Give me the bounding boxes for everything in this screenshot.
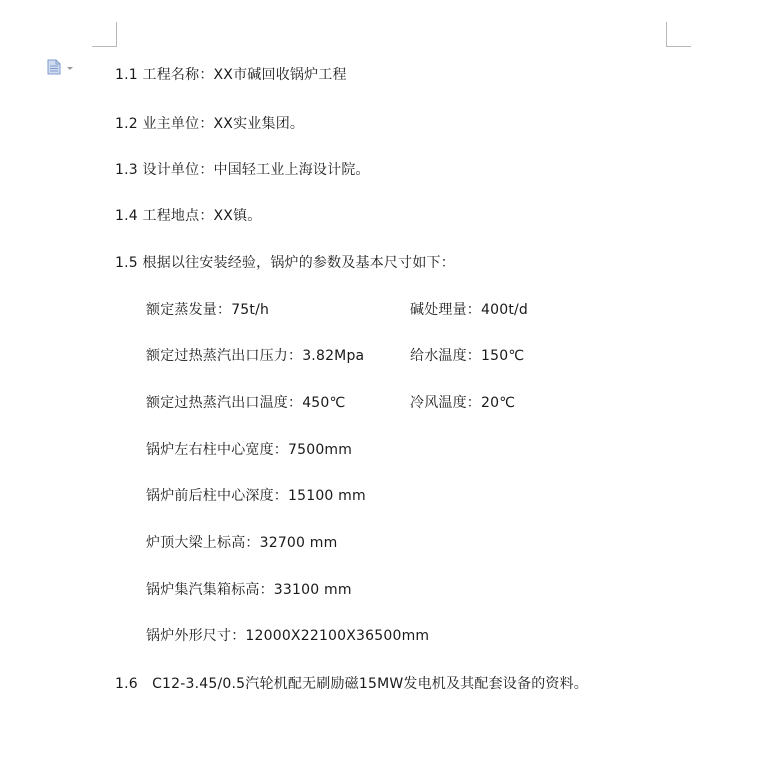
param-steam-pressure: 额定过热蒸汽出口压力：3.82Mpa: [146, 348, 365, 364]
section-1-5: 1.5 根据以往安装经验，锅炉的参数及基本尺寸如下：: [115, 255, 455, 271]
section-1-4: 1.4 工程地点：XX镇。: [115, 208, 262, 224]
crop-mark-top-left: [92, 22, 117, 47]
param-overall-dimensions: 锅炉外形尺寸：12000X22100X36500mm: [146, 628, 430, 644]
param-steam-temp: 额定过热蒸汽出口温度：450℃: [146, 395, 346, 411]
caret-down-icon[interactable]: [67, 67, 73, 70]
param-column-width: 锅炉左右柱中心宽度：7500mm: [146, 442, 353, 458]
param-alkali-capacity: 碱处理量：400t/d: [410, 302, 529, 318]
crop-mark-top-right: [666, 22, 691, 47]
section-1-3: 1.3 设计单位：中国轻工业上海设计院。: [115, 162, 370, 178]
document-outline-icon[interactable]: [47, 59, 75, 75]
param-column-depth: 锅炉前后柱中心深度：15100 mm: [146, 488, 366, 504]
section-1-1: 1.1 工程名称：XX市碱回收锅炉工程: [115, 67, 347, 83]
section-1-2: 1.2 业主单位：XX实业集团。: [115, 116, 305, 132]
param-cold-air-temp: 冷风温度：20℃: [410, 395, 516, 411]
param-roof-beam-elevation: 炉顶大梁上标高：32700 mm: [146, 535, 338, 551]
section-1-6: 1.6 C12-3.45/0.5汽轮机配无刷励磁15MW发电机及其配套设备的资料。: [115, 676, 588, 692]
param-drum-elevation: 锅炉集汽集箱标高：33100 mm: [146, 582, 352, 598]
param-feedwater-temp: 给水温度：150℃: [410, 348, 525, 364]
param-rated-evaporation: 额定蒸发量：75t/h: [146, 302, 270, 318]
